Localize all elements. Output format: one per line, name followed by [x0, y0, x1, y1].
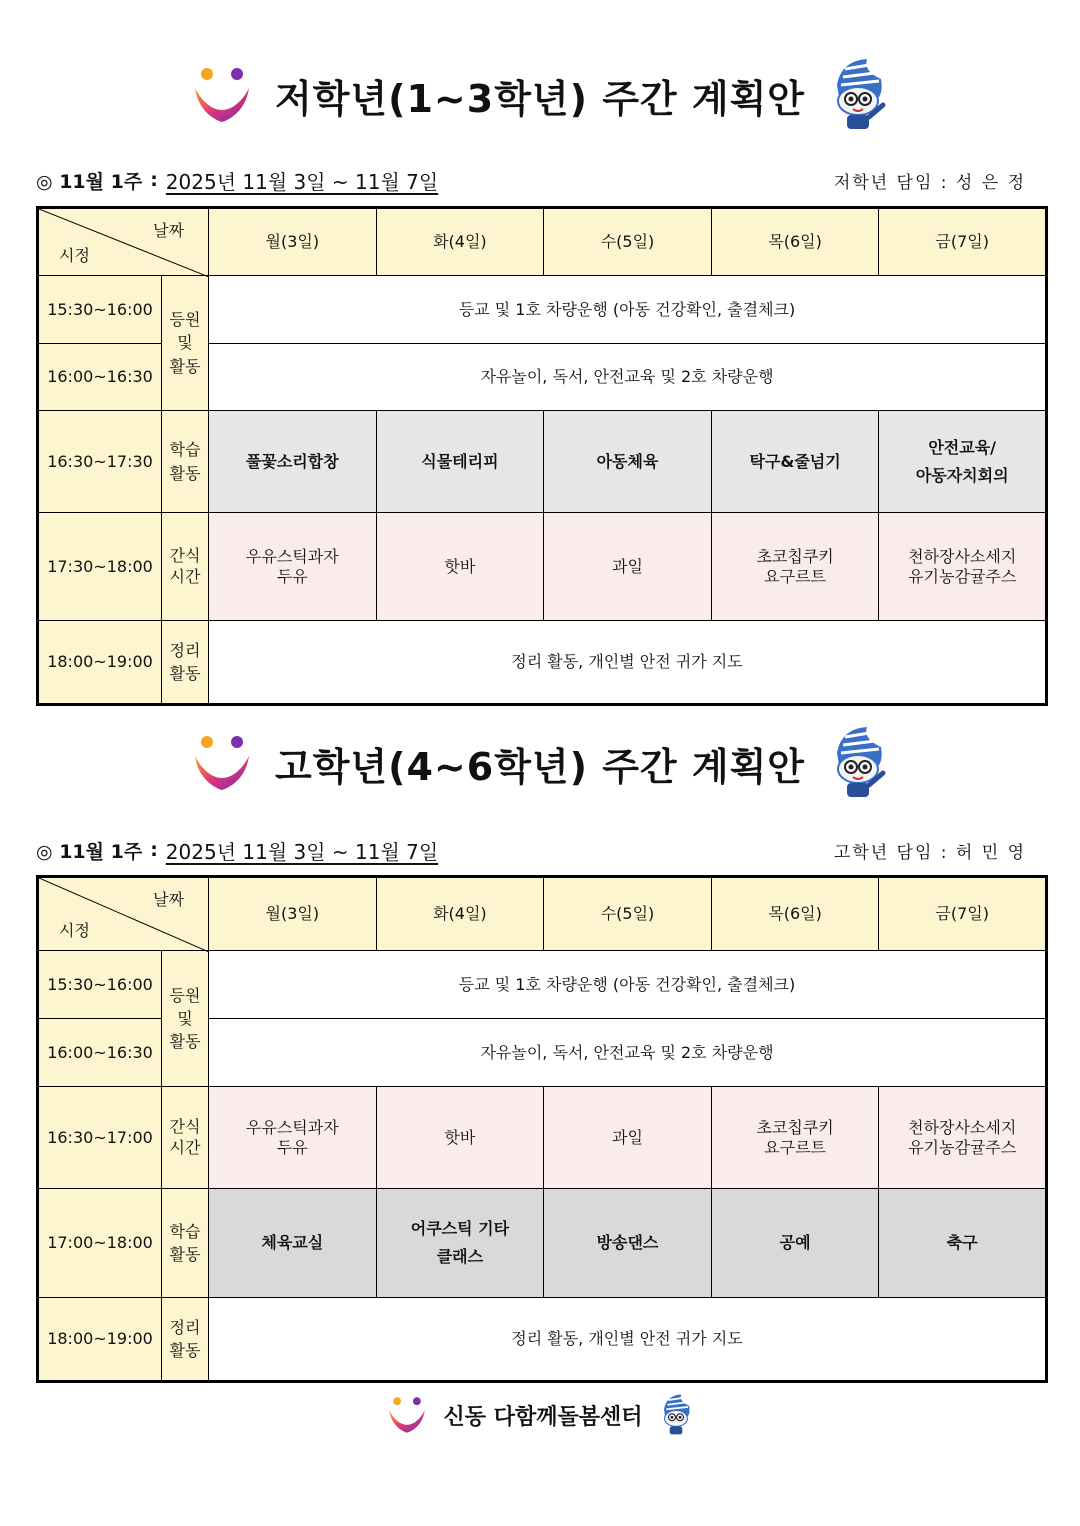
category-line: 간식: [169, 545, 201, 565]
heart-logo-icon: [187, 728, 257, 798]
mascot-character-icon: [823, 725, 893, 801]
category-line: 간식: [169, 1116, 201, 1136]
category-line: 정리: [169, 640, 201, 660]
category-line: 활동: [169, 356, 201, 376]
day-header-fri: 금(7일): [879, 208, 1047, 276]
time-cell: 16:30~17:30: [38, 411, 162, 513]
activity-cell: 자유놀이, 독서, 안전교육 및 2호 차량운행: [209, 1019, 1047, 1087]
category-cell-learning: [162, 411, 209, 513]
table-row: [38, 1298, 1047, 1382]
category-cell-learning: [162, 1189, 209, 1298]
table-row: [38, 276, 1047, 344]
learning-cell: 방송댄스: [544, 1189, 712, 1298]
footer: [0, 1390, 1080, 1440]
day-header-thu: 목(6일): [711, 877, 879, 951]
snack-cell: 핫바: [376, 1087, 544, 1189]
cell-line: 천하장사소세지: [908, 1117, 1017, 1137]
table-row: [38, 513, 1047, 621]
category-cell-end: [162, 1298, 209, 1382]
day-header-fri: 금(7일): [879, 877, 1047, 951]
cell-line: 초코칩쿠키: [756, 546, 834, 566]
cell-line: 초코칩쿠키: [756, 1117, 834, 1137]
diagonal-header-cell: [38, 208, 209, 276]
time-cell: 17:30~18:00: [38, 513, 162, 621]
snack-cell: 과일: [544, 1087, 712, 1189]
cell-line: 요구르트: [764, 1137, 826, 1157]
category-line: 활동: [169, 664, 201, 683]
time-cell: 16:30~17:00: [38, 1087, 162, 1189]
time-cell: 18:00~19:00: [38, 621, 162, 705]
section1-info-row: [36, 165, 1036, 195]
time-cell: 15:30~16:00: [38, 276, 162, 344]
cell-line: 유기농감귤주스: [908, 566, 1017, 586]
day-header-mon: 월(3일): [209, 877, 377, 951]
category-cell-end: [162, 621, 209, 705]
learning-cell: [376, 1189, 544, 1298]
snack-cell: [711, 1087, 879, 1189]
table-row: [38, 1087, 1047, 1189]
table-header-row: [38, 877, 1047, 951]
learning-cell: 공예: [711, 1189, 879, 1298]
category-line: 활동: [169, 463, 201, 483]
cell-line: 두유: [276, 566, 308, 586]
cell-line: 안전교육/: [928, 437, 997, 457]
activity-cell: 등교 및 1호 차량운행 (아동 건강확인, 출결체크): [209, 276, 1047, 344]
category-line: 시간: [169, 1137, 201, 1157]
category-cell-arrival: [162, 951, 209, 1087]
table-row: [38, 621, 1047, 705]
snack-cell: 과일: [544, 513, 712, 621]
cell-line: 어쿠스틱 기타: [410, 1219, 510, 1238]
time-axis-label: 시정: [59, 245, 90, 265]
section2-title: 고학년(4~6학년) 주간 계획안: [275, 744, 805, 789]
cell-line: 아동자치회의: [915, 465, 1009, 485]
center-name: 신동 다함께돌봄센터: [443, 1404, 643, 1430]
learning-cell: 아동체육: [544, 411, 712, 513]
time-cell: 17:00~18:00: [38, 1189, 162, 1298]
cell-line: 요구르트: [764, 566, 826, 586]
section1-title-row: [0, 55, 1080, 135]
section2-schedule-table: [36, 875, 1048, 1383]
learning-cell: 식물테리피: [376, 411, 544, 513]
section1-schedule-table: [36, 206, 1048, 706]
snack-cell: 핫바: [376, 513, 544, 621]
category-line: 활동: [169, 1032, 201, 1052]
mascot-character-icon: [823, 57, 893, 133]
time-cell: 16:00~16:30: [38, 1019, 162, 1087]
section1-separator: :: [150, 169, 158, 191]
cell-line: 우유스틱과자: [245, 1117, 339, 1137]
activity-cell: 등교 및 1호 차량운행 (아동 건강확인, 출결체크): [209, 951, 1047, 1019]
snack-cell: [879, 1087, 1047, 1189]
section2-teacher: 고학년 담임 : 허 민 영: [833, 842, 1026, 863]
snack-cell: [879, 513, 1047, 621]
table-row: [38, 951, 1047, 1019]
learning-cell: 체육교실: [209, 1189, 377, 1298]
time-cell: 15:30~16:00: [38, 951, 162, 1019]
category-line: 및: [177, 333, 193, 353]
learning-cell: 탁구&줄넘기: [711, 411, 879, 513]
cell-line: 클래스: [436, 1247, 484, 1266]
cell-line: 유기농감귤주스: [908, 1137, 1017, 1157]
heart-logo-icon: [187, 60, 257, 130]
day-header-wed: 수(5일): [544, 877, 712, 951]
diagonal-header-cell: [38, 877, 209, 951]
category-line: 등원: [169, 310, 201, 330]
day-header-wed: 수(5일): [544, 208, 712, 276]
section2-date-range: 2025년 11월 3일 ~ 11월 7일: [165, 839, 439, 864]
section1-title: 저학년(1~3학년) 주간 계획안: [275, 76, 805, 121]
section2-week-label: ◎ 11월 1주: [36, 840, 143, 863]
category-line: 등원: [169, 985, 201, 1005]
category-line: 학습: [169, 440, 201, 460]
snack-cell: [209, 1087, 377, 1189]
learning-cell: 축구: [879, 1189, 1047, 1298]
category-line: 활동: [169, 1341, 201, 1360]
category-line: 정리: [169, 1317, 201, 1337]
time-cell: 16:00~16:30: [38, 344, 162, 411]
time-cell: 18:00~19:00: [38, 1298, 162, 1382]
section2-separator: :: [150, 839, 158, 861]
category-cell-snack: [162, 513, 209, 621]
section2-info-row: [36, 835, 1036, 865]
section1-week-label: ◎ 11월 1주: [36, 170, 143, 193]
category-cell-snack: [162, 1087, 209, 1189]
learning-cell: [879, 411, 1047, 513]
activity-cell: 자유놀이, 독서, 안전교육 및 2호 차량운행: [209, 344, 1047, 411]
section1-teacher: 저학년 담임 : 성 은 정: [833, 172, 1026, 193]
section1-date-range: 2025년 11월 3일 ~ 11월 7일: [165, 169, 439, 194]
mascot-character-icon: [656, 1392, 696, 1438]
table-header-row: [38, 208, 1047, 276]
category-line: 시간: [169, 566, 201, 586]
date-axis-label: 날짜: [153, 890, 184, 909]
cell-line: 천하장사소세지: [908, 546, 1017, 566]
date-axis-label: 날짜: [153, 221, 184, 240]
activity-cell: 정리 활동, 개인별 안전 귀가 지도: [209, 1298, 1047, 1382]
snack-cell: [711, 513, 879, 621]
category-cell-arrival: [162, 276, 209, 411]
day-header-tue: 화(4일): [376, 208, 544, 276]
time-axis-label: 시정: [59, 920, 90, 940]
heart-logo-icon: [384, 1392, 430, 1438]
category-line: 활동: [169, 1245, 201, 1264]
activity-cell: 정리 활동, 개인별 안전 귀가 지도: [209, 621, 1047, 705]
table-row: [38, 1189, 1047, 1298]
cell-line: 두유: [276, 1137, 308, 1157]
day-header-tue: 화(4일): [376, 877, 544, 951]
cell-line: 우유스틱과자: [245, 546, 339, 566]
day-header-thu: 목(6일): [711, 208, 879, 276]
section2-title-row: [0, 723, 1080, 803]
category-line: 학습: [169, 1221, 201, 1241]
learning-cell: 풀꽃소리합창: [209, 411, 377, 513]
table-row: [38, 411, 1047, 513]
day-header-mon: 월(3일): [209, 208, 377, 276]
snack-cell: [209, 513, 377, 621]
category-line: 및: [177, 1008, 193, 1028]
